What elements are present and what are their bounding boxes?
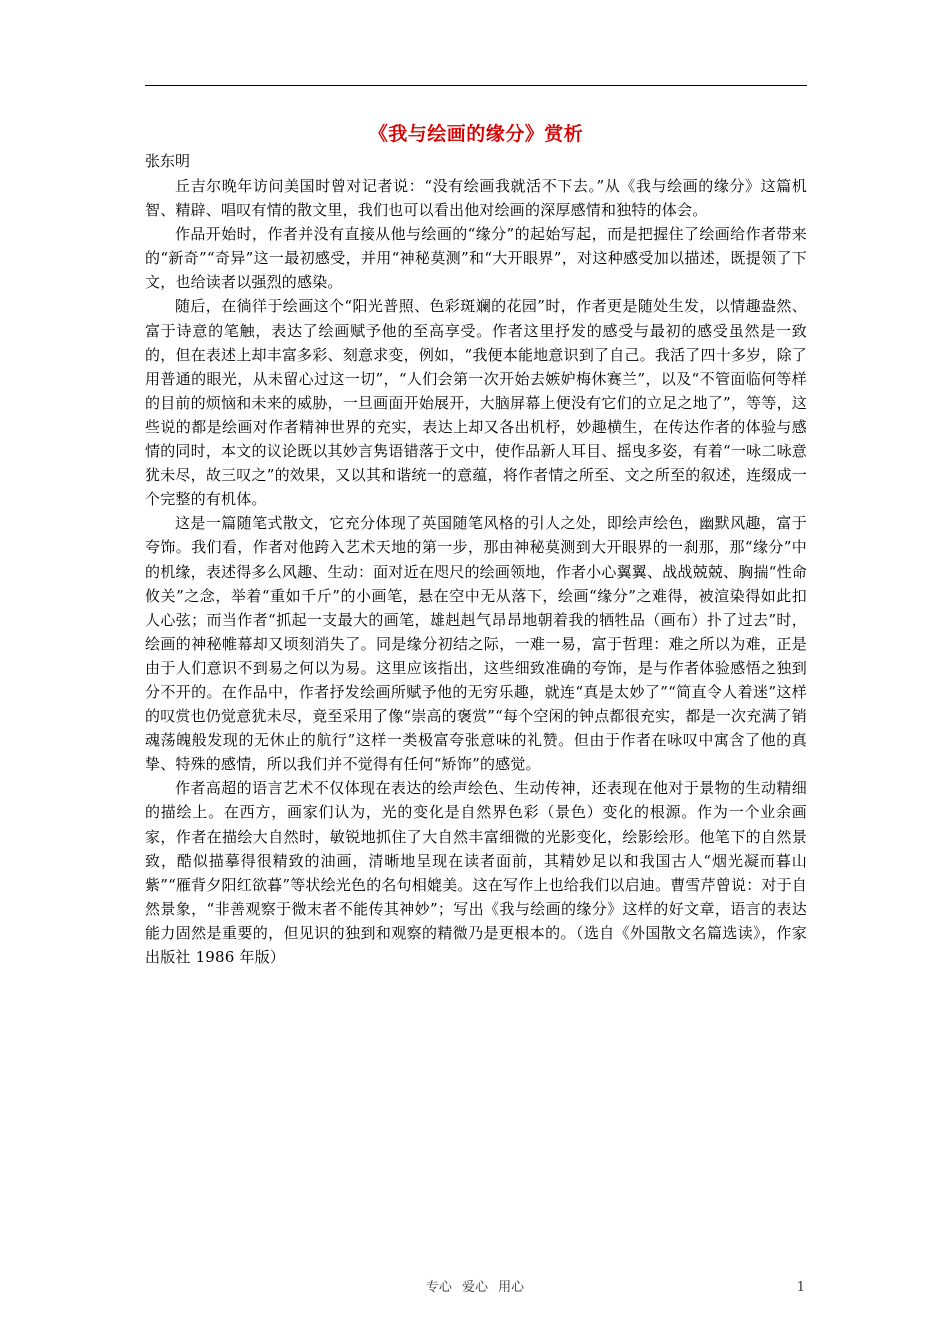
paragraph: 作品开始时，作者并没有直接从他与绘画的“缘分”的起始写起，而是把握住了绘画给作者带来的“新奇”“奇异”这一最初感受，并用“神秘莫测”和“大开眼界”，对这种感受加以描述，既提领了下文，也给读者以强烈的感染。 xyxy=(145,225,807,292)
article-body xyxy=(145,174,807,969)
paragraph: 这是一篇随笔式散文，它充分体现了英国随笔风格的引人之处，即绘声绘色，幽默风趣，富于夸饰。我们看，作者对他跨入艺术天地的第一步，那由神秘莫测到大开眼界的一刹那，那“缘分”中的机缘，表述得多么风趣、生动：面对近在咫尺的绘画领地，作者小心翼翼、战战兢兢、胸揣“性命攸关”之念，举着“重如千斤”的小画笔，悬在空中无从落下，绘画“缘分”之难得，被渲染得如此扣人心弦；而当作者“抓起一支最大的画笔，雄赳赳气昂昂地朝着我的牺牲品（画布）扑了过去”时，绘画的神秘帷幕却又顷刻消失了。同是缘分初结之际，一难一易，富于哲理：难之所以为难，正是由于人们意识不到易之何以为易。这里应该指出，这些细致准确的夸饰，是与作者体验感悟之独到分不开的。在作品中，作者抒发绘画所赋予他的无穷乐趣，就连“真是太妙了”“简直令人着迷”这样的叹赏也仍觉意犹未尽，竟至采用了像“崇高的褒赏”“每个空闲的钟点都很充实，都是一次充满了销魂荡魄般发现的无休止的航行”这样一类极富夸张意味的礼赞。但由于作者在咏叹中寓含了他的真挚、特殊的感情，所以我们并不觉得有任何“矫饰”的感觉。 xyxy=(145,514,808,774)
footer-motto: 专心 爱心 用心 xyxy=(425,1280,525,1295)
page-number: 1 xyxy=(796,1280,805,1295)
author-name: 张东明 xyxy=(145,152,191,170)
paragraph: 丘吉尔晚年访问美国时曾对记者说：“没有绘画我就活不下去。”从《我与绘画的缘分》这篇机智、精辟、唱叹有情的散文里，我们也可以看出他对绘画的深厚感情和独特的体会。 xyxy=(145,177,807,220)
header-rule xyxy=(145,85,807,86)
document-title: 《我与绘画的缘分》赏析 xyxy=(368,123,584,145)
paragraph: 作者高超的语言艺术不仅体现在表达的绘声绘色、生动传神，还表现在他对于景物的生动精细的描绘上。在西方，画家们认为，光的变化是自然界色彩（景色）变化的根源。作为一个业余画家，作者在描绘大自然时，敏锐地抓住了大自然丰富细微的光影变化，绘影绘形。他笔下的自然景致，酷似描摹得很精致的油画，清晰地呈现在读者面前，其精妙足以和我国古人“烟光凝而暮山紫”“雁背夕阳红欲暮”等状绘光色的名句相媲美。这在写作上也给我们以启迪。曹雪芹曾说：对于自然景象，“非善观察于微末者不能传其神妙”；写出《我与绘画的缘分》这样的好文章，语言的表达能力固然是重要的，但见识的独到和观察的精微乃是更根本的。（选自《外国散文名篇选读》，作家出版社 1986 年版） xyxy=(145,779,808,966)
paragraph: 随后，在徜徉于绘画这个“阳光普照、色彩斑斓的花园”时，作者更是随处生发，以情趣盎然、富于诗意的笔触，表达了绘画赋予他的至高享受。作者这里抒发的感受与最初的感受虽然是一致的，但在表述上却丰富多彩、刻意求变，例如，“我便本能地意识到了自己。我活了四十多岁，除了用普通的眼光，从未留心过这一切”，“人们会第一次开始去嫉妒梅休赛兰”，以及“不管面临何等样的目前的烦恼和未来的威胁，一旦画面开始展开，大脑屏幕上便没有它们的立足之地了”，等等，这些说的都是绘画对作者精神世界的充实，表达上却又各出机杼，妙趣横生，在传达作者的体验与感情的同时，本文的议论既以其妙言隽语错落于文中，使作品新人耳目、摇曳多姿，有着“一咏二咏意犹未尽，故三叹之”的效果，又以其和谐统一的意蕴，将作者情之所至、文之所至的叙述，连缀成一个完整的有机体。 xyxy=(145,297,807,509)
